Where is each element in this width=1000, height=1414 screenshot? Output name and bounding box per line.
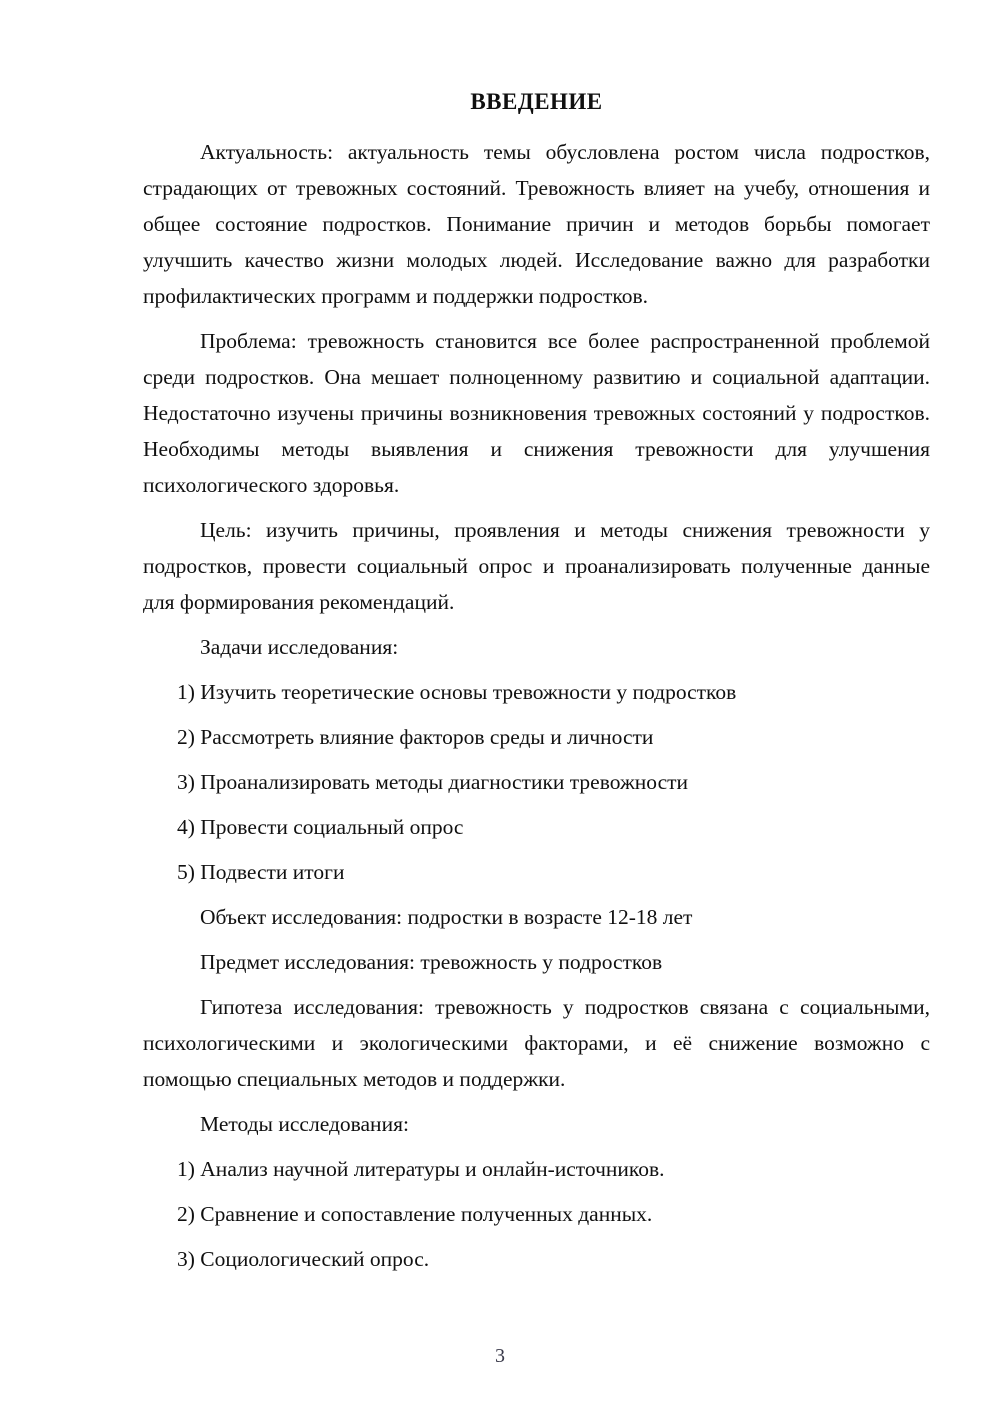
task-item-1: 1) Изучить теоретические основы тревожности у подростков [177, 680, 737, 704]
page-number: 3 [495, 1345, 505, 1367]
task-item-4: 4) Провести социальный опрос [177, 815, 464, 839]
page-title: ВВЕДЕНИЕ [470, 89, 603, 114]
subject-of-study-line: Предмет исследования: тревожность у подростков [200, 950, 663, 974]
methods-heading: Методы исследования: [200, 1112, 409, 1136]
paragraph-hypothesis: Гипотеза исследования: тревожность у подростков связана с социальными, психологическими и экологическими факторами, и её снижение возможно с помощью специальных методов и поддержки. [143, 995, 930, 1091]
method-item-2: 2) Сравнение и сопоставление полученных данных. [177, 1202, 653, 1226]
paragraph-goal: Цель: изучить причины, проявления и методы снижения тревожности у подростков, провести социальный опрос и проанализировать полученные данные для формирования рекомендаций. [143, 518, 930, 614]
task-item-3: 3) Проанализировать методы диагностики тревожности [177, 770, 689, 794]
method-item-3: 3) Социологический опрос. [177, 1247, 430, 1271]
method-item-1: 1) Анализ научной литературы и онлайн-источников. [177, 1157, 665, 1181]
paragraph-problem: Проблема: тревожность становится все более распространенной проблемой среди подростков. Она мешает полноценному развитию и социальной адаптации. Недостаточно изучены причины возникновения тревожных состояний у подростков. Необходимы методы выявления и снижения тревожности для улучшения психологического здоровья. [143, 329, 930, 497]
object-of-study-line: Объект исследования: подростки в возрасте 12-18 лет [200, 905, 693, 929]
paragraph-relevance: Актуальность: актуальность темы обусловлена ростом числа подростков, страдающих от тревожных состояний. Тревожность влияет на учебу, отношения и общее состояние подростков. Понимание причин и методов борьбы помогает улучшить качество жизни молодых людей. Исследование важно для разработки профилактических программ и поддержки подростков. [143, 140, 930, 308]
task-item-2: 2) Рассмотреть влияние факторов среды и личности [177, 725, 654, 749]
task-item-5: 5) Подвести итоги [177, 860, 345, 884]
tasks-heading: Задачи исследования: [200, 635, 399, 659]
